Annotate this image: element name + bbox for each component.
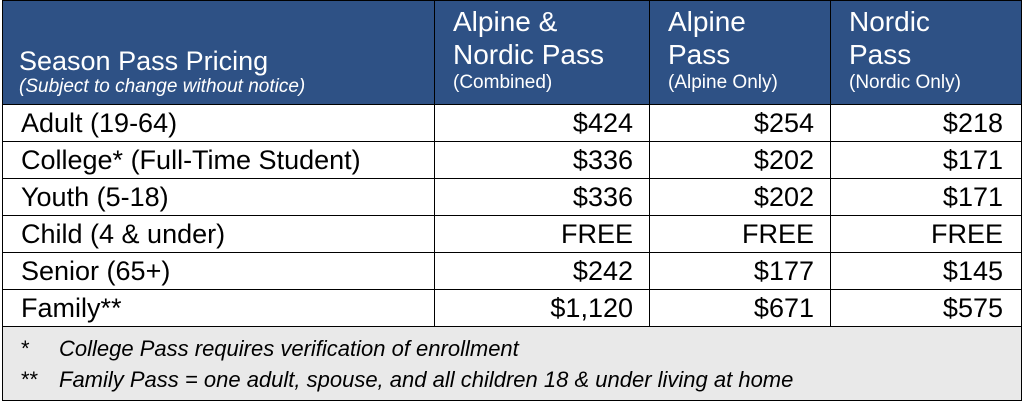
footnote xyxy=(21,364,1021,395)
column-title-line1: Nordic xyxy=(849,6,930,37)
column-title-line2: Pass xyxy=(849,39,912,70)
column-title-line1: Alpine & xyxy=(453,6,558,37)
footnote-text: Family Pass = one adult, spouse, and all children 18 & under living at home xyxy=(59,367,794,392)
column-header-combined xyxy=(435,1,650,105)
category-cell: Youth (5-18) xyxy=(3,179,435,216)
footnotes-cell xyxy=(3,327,1022,401)
footnote-text: College Pass requires verification of enrollment xyxy=(59,336,519,361)
price-alpine-cell: $671 xyxy=(650,290,831,327)
price-combined-cell: $424 xyxy=(435,105,650,142)
price-alpine-cell: $202 xyxy=(650,142,831,179)
category-cell: Adult (19-64) xyxy=(3,105,435,142)
table-title: Season Pass Pricing xyxy=(19,46,269,76)
column-subtitle: (Nordic Only) xyxy=(849,72,961,93)
category-cell: Senior (65+) xyxy=(3,253,435,290)
table-row xyxy=(3,179,1022,216)
table-row xyxy=(3,253,1022,290)
season-pass-pricing-table xyxy=(2,0,1022,401)
footnote-mark: * xyxy=(21,336,30,361)
column-title-line2: Pass xyxy=(668,39,731,70)
header-title-cell xyxy=(3,1,435,105)
price-nordic-cell: $171 xyxy=(831,142,1022,179)
table-row xyxy=(3,290,1022,327)
column-header-nordic xyxy=(831,1,1022,105)
column-subtitle: (Combined) xyxy=(453,72,553,93)
price-combined-cell: FREE xyxy=(435,216,650,253)
price-nordic-cell: $218 xyxy=(831,105,1022,142)
price-alpine-cell: FREE xyxy=(650,216,831,253)
column-title-line1: Alpine xyxy=(668,6,746,37)
table-subtitle: (Subject to change without notice) xyxy=(19,76,306,97)
price-combined-cell: $1,120 xyxy=(435,290,650,327)
table-row xyxy=(3,105,1022,142)
footnote xyxy=(21,333,1021,364)
price-alpine-cell: $177 xyxy=(650,253,831,290)
price-combined-cell: $336 xyxy=(435,179,650,216)
price-nordic-cell: FREE xyxy=(831,216,1022,253)
table-row xyxy=(3,216,1022,253)
footnote-mark: ** xyxy=(21,367,39,392)
footnotes-row xyxy=(3,327,1022,401)
column-title-line2: Nordic Pass xyxy=(453,39,604,70)
table-header-row xyxy=(3,1,1022,105)
category-cell: College* (Full-Time Student) xyxy=(3,142,435,179)
column-header-alpine xyxy=(650,1,831,105)
price-combined-cell: $336 xyxy=(435,142,650,179)
price-nordic-cell: $171 xyxy=(831,179,1022,216)
price-alpine-cell: $254 xyxy=(650,105,831,142)
price-alpine-cell: $202 xyxy=(650,179,831,216)
price-nordic-cell: $145 xyxy=(831,253,1022,290)
column-subtitle: (Alpine Only) xyxy=(668,72,778,93)
category-cell: Family** xyxy=(3,290,435,327)
category-cell: Child (4 & under) xyxy=(3,216,435,253)
price-combined-cell: $242 xyxy=(435,253,650,290)
price-nordic-cell: $575 xyxy=(831,290,1022,327)
table-row xyxy=(3,142,1022,179)
